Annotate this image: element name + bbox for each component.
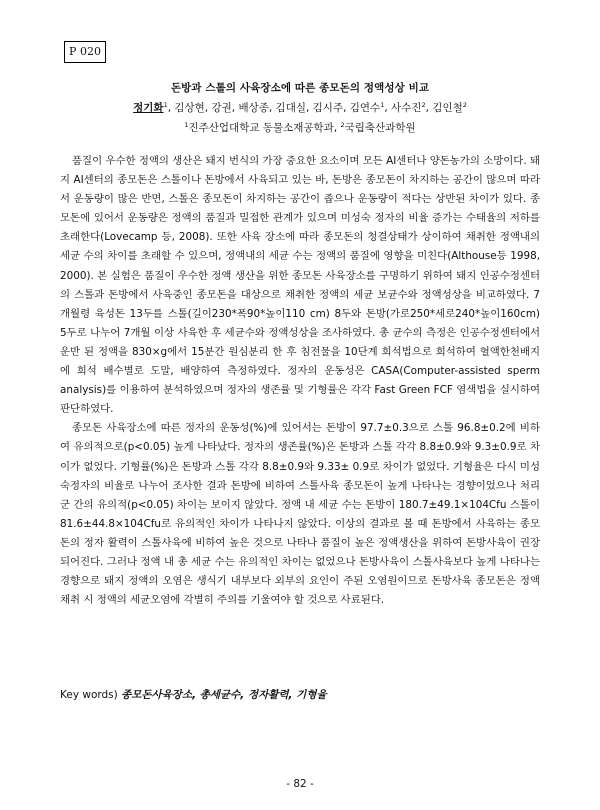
- author-name: 김상현, 강권, 배상종, 김대실, 김시주, 김연수: [174, 102, 381, 114]
- author-separator: ,: [167, 102, 175, 114]
- author-separator: ,: [384, 102, 392, 114]
- abstract-code: P 020: [64, 41, 106, 63]
- author-affil-mark: 1: [163, 101, 168, 109]
- affil-text: 국립축산과학원: [344, 122, 416, 134]
- author-name: 정기화: [133, 102, 164, 114]
- paper-title: 돈방과 스톨의 사육장소에 따른 종모돈의 정액성상 비교: [170, 82, 430, 94]
- author-affil-mark: 2: [462, 101, 467, 109]
- author-name: 김인철: [432, 102, 463, 114]
- author-affil-mark: 1: [380, 101, 385, 109]
- keywords-label: Key words): [60, 689, 122, 701]
- keywords-line: [60, 687, 327, 702]
- author-separator: ,: [425, 102, 433, 114]
- body-paragraph: 품질이 우수한 정액의 생산은 돼지 번식의 가장 중요한 요소이며 모든 AI센터나 양돈농가의 소망이다. 돼지 AI센터의 종모돈은 스톨이나 돈방에서 사육되고 있는 바, 돈방은 종모돈이 차지하는 공간이 많으며 따라서 운동량이 많은 반면, 스톨은 종모돈이 차지하는 공간이 좁으나 운동량이 적다는 상반된 차이가 있다. 종모돈에 있어서 운동량은 정액의 품질과 밀접한 관계가 있으며 미성숙 정자의 비율 증가는 수태율의 저하를 초래한다(Lovecamp 등, 2008). 또한 사육 장소에 따라 종모돈의 청결상태가 상이하여 채취한 정액내의 세균 수의 차이를 초래할 수 있으며, 정액내의 세균 수는 정액의 품질에 영향을 미친다(Althouse등 1998, 2000). 본 실험은 품질이 우수한 정액 생산을 위한 종모돈 사육장소를 구명하기 위하여 돼지 인공수정센터의 스톨과 돈방에서 사육중인 종모돈을 대상으로 채취한 정액의 세균 보균수와 정액성상을 비교하였다. 7개월령 육성돈 13두를 스톨(길이230*폭90*높이110 cm) 8두와 돈방(가로250*세로240*높이160cm) 5두로 나누어 7개월 이상 사육한 후 세균수와 정액성상을 조사하였다. 총 균수의 측정은 인공수정센터에서 운반 된 정액을 830×g에서 15분간 원심분리 한 후 침전물을 10단계 희석법으로 희석하여 혈액한천배지에 희석 배수별로 도말, 배양하여 측정하였다. 정자의 운동성은 CASA(Computer-assisted sperm analysis)를 이용하여 분석하였으며 정자의 생존률 및 기형률은 각각 Fast Green FCF 염색법을 실시하여 판단하였다.: [60, 155, 540, 416]
- body-paragraph: 종모돈 사육장소에 따른 정자의 운동성(%)에 있어서는 돈방이 97.7±0.3으로 스톨 96.8±0.2에 비하여 유의적으로(p<0.05) 높게 나타났다. 정자의 생존률(%)은 돈방과 스톨 각각 8.8±0.9와 9.3±0.9로 차이가 없었다. 기형률(%)은 돈방과 스톨 각각 8.8±0.9와 9.33± 0.9로 차이가 없었다. 기형율은 다시 미성숙정자의 비율로 나누어 조사한 결과 돈방에 비하여 스톨사육 종모돈이 높게 나타나는 경향이었으나 처리군 간의 유의적(p<0.05) 차이는 보이지 않았다. 정액 내 세균 수는 돈방이 180.7±49.1×104Cfu 스톨이 81.6±44.8×104Cfu로 유의적인 차이가 나타나지 않았다. 이상의 결과로 볼 때 돈방에서 사육하는 종모돈의 정자 활력이 스톨사육에 비하여 높은 것으로 나타나 품질이 높은 정액생산을 위하여 돈방사육이 권장되어진다. 그러나 정액 내 총 세균 수는 유의적인 차이는 없었으나 돈방사육이 스톨사육보다 높게 나타나는 경향으로 돼지 정액의 오염은 생식기 내부보다 외부의 요인이 주된 오염원이므로 돈방사육 종모돈은 정액채취 시 정액의 세균오염에 각별히 주의를 기울여야 할 것으로 사료된다.: [60, 422, 540, 607]
- keywords-terms: 종모돈사육장소, 총세균수, 정자활력, 기형율: [121, 689, 327, 701]
- affil-text: 진주산업대학교 동물소재공학과,: [188, 122, 341, 134]
- affil-mark: 2: [340, 121, 345, 129]
- abstract-body: [60, 152, 540, 610]
- author-affil-mark: 2: [421, 101, 426, 109]
- author-list: [0, 100, 600, 115]
- page-number: - 82 -: [286, 778, 314, 790]
- author-name: 사수진: [391, 102, 422, 114]
- affil-mark: 1: [184, 121, 189, 129]
- affiliations: [0, 120, 600, 135]
